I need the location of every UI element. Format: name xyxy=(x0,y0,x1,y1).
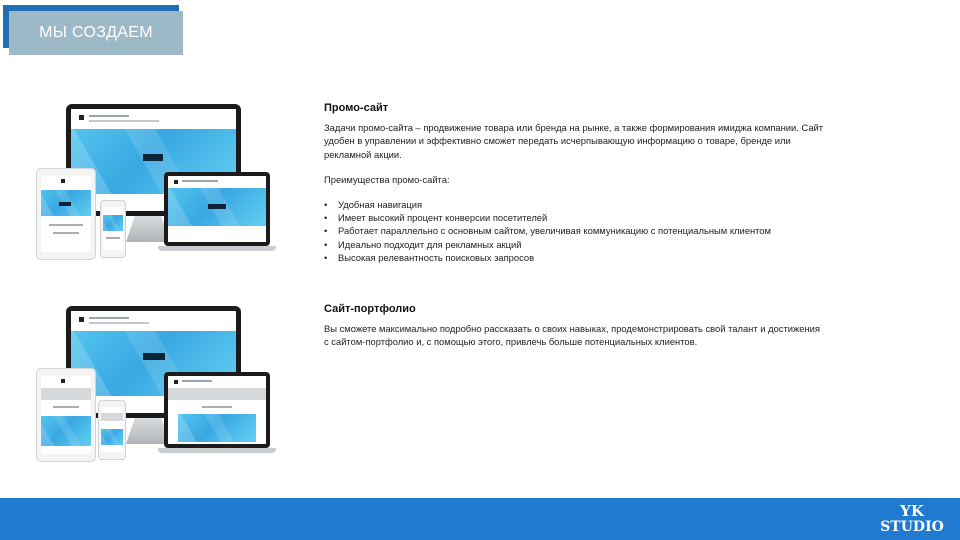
portfolio-title: Сайт-портфолио xyxy=(324,303,416,315)
laptop-screen-frame xyxy=(164,172,270,246)
promo-section xyxy=(324,102,824,264)
portfolio-section xyxy=(324,303,824,361)
laptop-screen-frame xyxy=(164,372,270,448)
list-item: • Удобная навигация xyxy=(324,198,824,211)
site-logo-icon xyxy=(79,317,84,322)
desktop-cta-block xyxy=(143,353,165,360)
laptop-base xyxy=(158,448,276,453)
footer-bar xyxy=(0,498,960,540)
brand-line-2: STUDIO xyxy=(880,519,944,535)
portfolio-devices-mockup xyxy=(30,302,280,467)
tablet-device xyxy=(36,368,96,462)
list-item: • Высокая релевантность поисковых запросов xyxy=(324,251,824,264)
promo-benefits-heading: Преимущества промо-сайта: xyxy=(324,173,450,185)
promo-benefits-list xyxy=(324,198,824,264)
list-item: • Имеет высокий процент конверсии посетителей xyxy=(324,211,824,224)
portfolio-description: Вы сможете максимально подробно рассказать о своих навыках, продемонстрировать свой талант и достижения с сайтом-портфолио и, с помощью этого, привлечь больше потенциальных клиентов. xyxy=(324,323,820,348)
list-item: • Работает параллельно с основным сайтом, увеличивая коммуникацию с потенциальным клиентом xyxy=(324,224,824,237)
brand-line-1: YK xyxy=(900,502,924,520)
list-item: • Идеально подходит для рекламных акций xyxy=(324,238,824,251)
site-logo-icon xyxy=(79,115,84,120)
phone-device xyxy=(100,200,126,258)
promo-title: Промо-сайт xyxy=(324,102,389,114)
desktop-cta-block xyxy=(143,154,163,161)
phone-device xyxy=(98,400,126,460)
section-tab: МЫ СОЗДАЕМ xyxy=(9,11,183,55)
laptop-base xyxy=(158,246,276,251)
studio-logo xyxy=(872,503,952,535)
tablet-device xyxy=(36,168,96,260)
promo-description: Задачи промо-сайта – продвижение товара или бренда на рынке, а также формирования имиджа компании. Сайт удобен в управлении и эффективно сможет передать исчерпывающую информацию о товаре, бренде или рекламной акции. xyxy=(324,122,824,160)
promo-devices-mockup xyxy=(30,100,280,265)
